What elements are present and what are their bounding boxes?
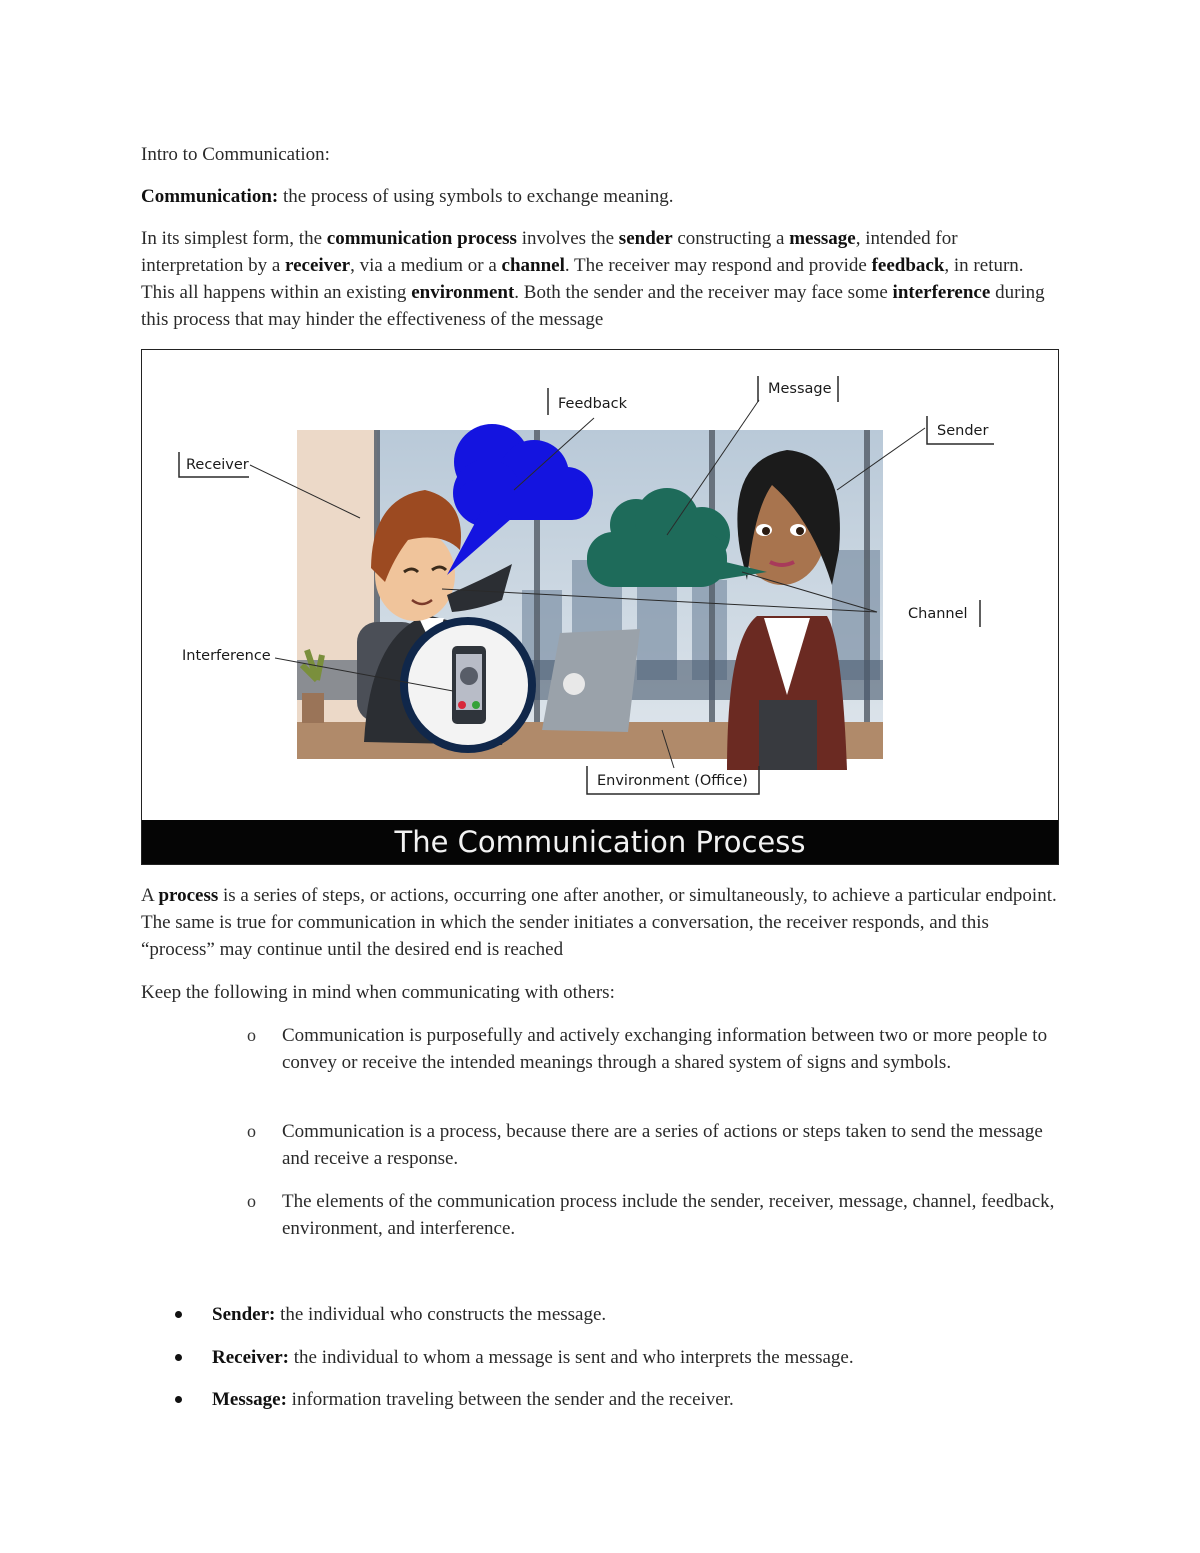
term-label: Sender: — [212, 1304, 276, 1325]
communication-process-figure — [141, 349, 1059, 865]
figure-title: The Communication Process — [142, 820, 1058, 864]
bullet-dot-icon — [175, 1396, 182, 1403]
label-sender: Sender — [937, 423, 989, 439]
sub-bullet-marker: o — [247, 1025, 256, 1045]
figure-illustration — [142, 350, 1059, 822]
term-definition: the individual who constructs the message. — [275, 1304, 607, 1325]
definition-term: Communication: — [141, 186, 279, 207]
sub-bullet-marker: o — [247, 1121, 256, 1141]
sub-list-item-text: Communication is a process, because there are a series of actions or steps taken to send the message and receive a response. — [282, 1121, 1043, 1169]
term-definition: the individual to whom a message is sent and who interprets the message. — [289, 1347, 854, 1368]
keep-in-mind-text: Keep the following in mind when communicating with others: — [141, 982, 615, 1003]
document-heading: Intro to Communication: — [141, 144, 330, 165]
intro-paragraph: In its simplest form, the communication process involves the sender constructing a message, intended for interpretation by a receiver, via a medium or a channel. The receiver may respond and provide feedback, in return. This all happens within an existing environment. Both the sender and the receiver may face some interference during this process that may hinder the effectiveness of the message — [141, 228, 1045, 330]
bullet-dot-icon — [175, 1311, 182, 1318]
sub-bullet-marker: o — [247, 1191, 256, 1211]
communication-definition: Communication: the process of using symbols to exchange meaning. — [141, 186, 674, 207]
label-interference: Interference — [182, 648, 271, 664]
term-definition: information traveling between the sender and the receiver. — [286, 1389, 734, 1410]
label-channel: Channel — [908, 606, 968, 622]
sub-list-item-text: Communication is purposefully and actively exchanging information between two or more people to convey or receive the intended meanings through a shared system of signs and symbols. — [282, 1025, 1048, 1073]
bullet-dot-icon — [175, 1354, 182, 1361]
term-label: Message: — [212, 1389, 287, 1410]
process-paragraph: A process is a series of steps, or actions, occurring one after another, or simultaneously, to achieve a particular endpoint. The same is true for communication in which the sender initiates a conversation, the receiver responds, and this “process” may continue until the desired end is reached — [141, 885, 1057, 960]
label-receiver: Receiver — [186, 457, 249, 473]
label-message: Message — [768, 381, 832, 397]
term-label: Receiver: — [212, 1347, 289, 1368]
label-environment: Environment (Office) — [597, 773, 748, 789]
label-feedback: Feedback — [558, 396, 628, 412]
sub-list-item-text: The elements of the communication process include the sender, receiver, message, channel, feedback, environment, and interference. — [282, 1191, 1055, 1239]
